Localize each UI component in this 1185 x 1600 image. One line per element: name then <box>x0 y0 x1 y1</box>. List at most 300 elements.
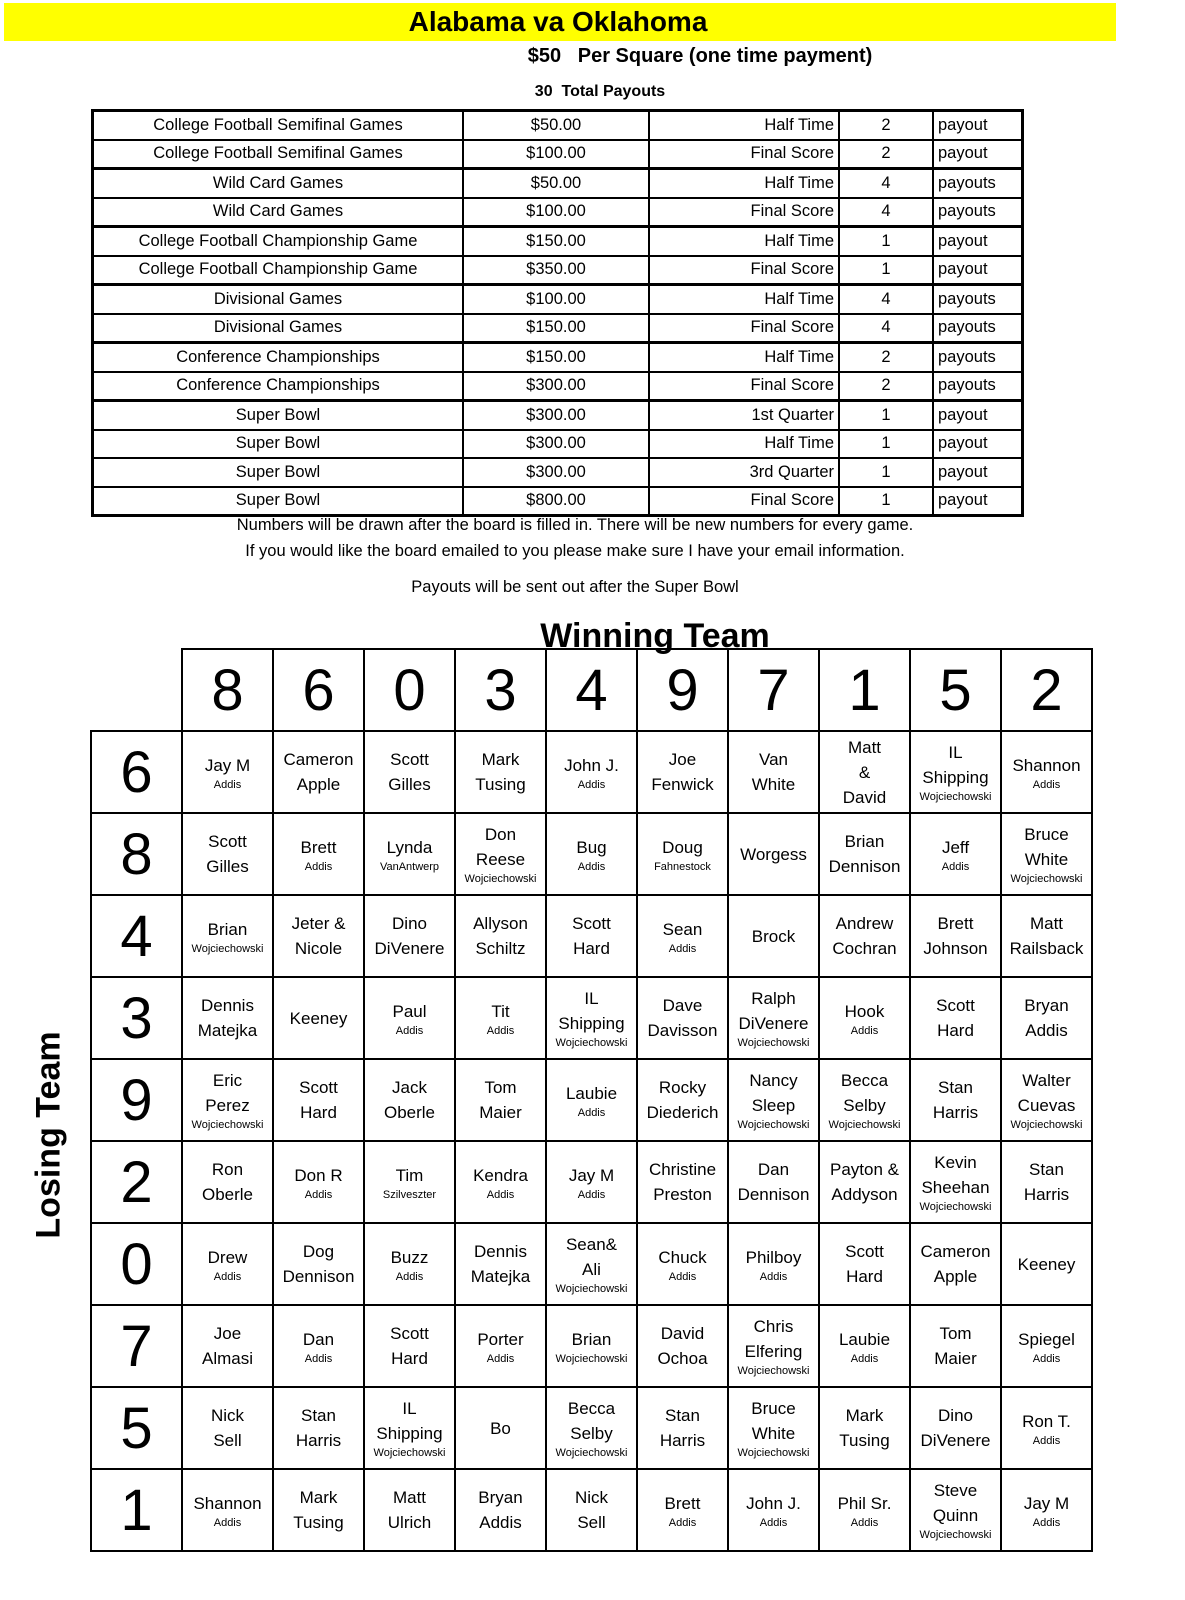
square <box>1001 731 1092 813</box>
square <box>728 1387 819 1469</box>
square-subtext: Addis <box>395 1024 424 1037</box>
square <box>182 895 273 977</box>
square-name: White <box>751 775 796 794</box>
square-name: Fenwick <box>651 775 714 794</box>
square-name: Diederich <box>646 1103 719 1122</box>
payout-word: payouts <box>933 372 1023 401</box>
payout-amount: $100.00 <box>463 140 649 169</box>
square <box>728 813 819 895</box>
square-name: Shannon <box>1012 755 1081 775</box>
payout-table <box>91 109 1024 517</box>
square-name: Scott <box>390 1324 429 1343</box>
payout-game: Super Bowl <box>93 430 464 459</box>
square-name: Jay M <box>1023 1493 1070 1513</box>
square-name: Dino <box>392 914 427 933</box>
square-name: Paul <box>392 1001 427 1021</box>
square <box>1001 1469 1092 1551</box>
square <box>273 895 364 977</box>
square-name: DiVenere <box>738 1014 809 1033</box>
square-name: Addis <box>1025 1021 1068 1040</box>
square-subtext: Addis <box>941 860 970 873</box>
board-row <box>91 1305 1092 1387</box>
square-name: Kevin <box>934 1153 977 1172</box>
square-name: Kendra <box>473 1165 528 1185</box>
square <box>819 1059 910 1141</box>
square <box>364 1223 455 1305</box>
square-name: Gilles <box>388 775 431 794</box>
square-name: Rocky <box>658 1078 707 1097</box>
payout-game: College Football Semifinal Games <box>93 111 464 140</box>
payout-row <box>93 430 1023 459</box>
payout-row <box>93 458 1023 487</box>
square-name: David <box>842 787 887 807</box>
payout-word: payout <box>933 256 1023 285</box>
square-name: Maier <box>479 1103 522 1122</box>
payout-game: Super Bowl <box>93 487 464 516</box>
square-name: Schiltz <box>475 939 526 958</box>
square-name: Doug <box>662 837 703 857</box>
square-name: Oberle <box>383 1103 436 1122</box>
square-name: Lynda <box>386 837 433 857</box>
square-subtext: Addis <box>850 1516 879 1529</box>
payout-word: payout <box>933 227 1023 256</box>
payout-count: 4 <box>839 314 933 343</box>
squares-board <box>90 648 1093 1552</box>
payout-row <box>93 111 1023 140</box>
square <box>182 977 273 1059</box>
square-name: & <box>858 762 871 782</box>
square-name: Drew <box>207 1247 248 1267</box>
square-name: Addis <box>479 1513 522 1532</box>
square-name: Jay M <box>204 755 251 775</box>
square-name: Gilles <box>206 857 249 876</box>
square-name: Apple <box>933 1267 978 1286</box>
square-name: IL <box>948 743 963 762</box>
square-name: Ralph <box>751 989 796 1008</box>
square-subtext: Addis <box>850 1024 879 1037</box>
winning-number: 4 <box>546 649 637 731</box>
square <box>273 1305 364 1387</box>
square-name: Stan <box>1029 1160 1064 1179</box>
square-name: Scott <box>572 914 611 933</box>
board-row <box>91 1059 1092 1141</box>
square-name: Mark <box>481 750 520 769</box>
square-subtext: Wojciechowski <box>373 1447 446 1459</box>
square <box>1001 1305 1092 1387</box>
square-name: Brett <box>664 1493 701 1513</box>
square <box>910 1305 1001 1387</box>
square-name: Worgess <box>740 844 807 864</box>
payout-row <box>93 314 1023 343</box>
payout-count: 1 <box>839 458 933 487</box>
square <box>546 813 637 895</box>
payout-period: Final Score <box>649 256 839 285</box>
square-name: Andrew <box>835 914 894 933</box>
square <box>1001 895 1092 977</box>
square <box>273 977 364 1059</box>
square <box>819 1469 910 1551</box>
losing-number: 8 <box>91 813 182 895</box>
board-row <box>91 1387 1092 1469</box>
square-name: Bryan <box>1024 996 1069 1015</box>
square-name: Preston <box>653 1185 712 1204</box>
square-name: Stan <box>665 1406 700 1425</box>
square <box>455 1387 546 1469</box>
square-subtext: Addis <box>668 942 697 955</box>
square <box>455 1469 546 1551</box>
square <box>819 895 910 977</box>
square-name: Dennis <box>474 1242 527 1261</box>
square-subtext: Wojciechowski <box>555 1447 628 1459</box>
payout-amount: $100.00 <box>463 198 649 227</box>
square <box>819 731 910 813</box>
square-subtext: Wojciechowski <box>555 1352 628 1365</box>
payout-game: Conference Championships <box>93 372 464 401</box>
square-name: Johnson <box>923 939 988 958</box>
square <box>637 1387 728 1469</box>
square-name: Van <box>759 750 788 769</box>
payout-game: Super Bowl <box>93 401 464 430</box>
square-subtext: Addis <box>1032 778 1061 791</box>
square-subtext: Addis <box>577 1106 606 1119</box>
payout-count: 2 <box>839 343 933 372</box>
payout-count: 2 <box>839 140 933 169</box>
winning-number: 3 <box>455 649 546 731</box>
square-name: Brett <box>300 837 337 857</box>
square-subtext: Addis <box>668 1270 697 1283</box>
board-row <box>91 977 1092 1059</box>
square-name: Jay M <box>568 1165 615 1185</box>
square <box>1001 813 1092 895</box>
square-name: Sheehan <box>921 1178 990 1197</box>
square <box>364 731 455 813</box>
square-name: Scott <box>208 832 247 851</box>
square <box>910 895 1001 977</box>
square <box>819 1387 910 1469</box>
square <box>273 1387 364 1469</box>
square <box>819 1305 910 1387</box>
square <box>910 1469 1001 1551</box>
square-subtext: Addis <box>486 1024 515 1037</box>
square <box>910 1223 1001 1305</box>
payout-period: Final Score <box>649 198 839 227</box>
payout-game: College Football Championship Game <box>93 227 464 256</box>
square-name: Bo <box>490 1418 511 1438</box>
square <box>728 731 819 813</box>
square-subtext: Addis <box>1032 1352 1061 1365</box>
square-name: Dennison <box>828 857 901 876</box>
square-subtext: Addis <box>395 1270 424 1283</box>
square <box>273 1059 364 1141</box>
winning-number: 8 <box>182 649 273 731</box>
square-name: Sean& <box>565 1235 618 1254</box>
square-subtext: Wojciechowski <box>555 1037 628 1049</box>
square-name: IL <box>402 1399 417 1418</box>
payout-period: Final Score <box>649 140 839 169</box>
board-row <box>91 813 1092 895</box>
payout-period: Half Time <box>649 285 839 314</box>
payout-amount: $150.00 <box>463 314 649 343</box>
square <box>546 1387 637 1469</box>
square-name: Addyson <box>831 1185 898 1204</box>
square <box>1001 1387 1092 1469</box>
losing-number: 6 <box>91 731 182 813</box>
square-name: Scott <box>936 996 975 1015</box>
square-name: Brock <box>751 926 796 946</box>
square-name: Becca <box>840 1071 889 1090</box>
square <box>728 1059 819 1141</box>
square-name: Porter <box>477 1329 524 1349</box>
payout-row <box>93 140 1023 169</box>
square <box>546 895 637 977</box>
payout-word: payouts <box>933 343 1023 372</box>
payout-game: Conference Championships <box>93 343 464 372</box>
square <box>910 1387 1001 1469</box>
square-name: Ochoa <box>657 1349 708 1368</box>
square-name: Keeney <box>289 1008 348 1028</box>
square-name: Bruce <box>751 1399 796 1418</box>
square <box>182 1223 273 1305</box>
square-subtext: Addis <box>759 1270 788 1283</box>
square-name: Nick <box>210 1406 245 1425</box>
square <box>910 977 1001 1059</box>
square-name: Nancy <box>749 1071 798 1090</box>
square-name: Dog <box>302 1242 335 1261</box>
payout-count: 4 <box>839 285 933 314</box>
square-name: DiVenere <box>920 1431 991 1450</box>
square-name: Brett <box>937 914 974 933</box>
square-name: Matejka <box>197 1021 258 1040</box>
payout-row <box>93 227 1023 256</box>
square <box>637 1059 728 1141</box>
payout-word: payout <box>933 140 1023 169</box>
square-name: Selby <box>570 1424 613 1443</box>
square <box>455 731 546 813</box>
board-row <box>91 1469 1092 1551</box>
payout-amount: $800.00 <box>463 487 649 516</box>
square-subtext: Wojciechowski <box>555 1283 628 1295</box>
note-numbers-drawn: Numbers will be drawn after the board is filled in. There will be new numbers for every game. <box>236 516 914 534</box>
payout-word: payouts <box>933 198 1023 227</box>
losing-number: 9 <box>91 1059 182 1141</box>
payout-row <box>93 169 1023 198</box>
square-name: Ulrich <box>387 1513 432 1532</box>
payout-game: Divisional Games <box>93 285 464 314</box>
square <box>728 895 819 977</box>
square <box>728 1305 819 1387</box>
square <box>819 1223 910 1305</box>
square-name: Apple <box>296 775 341 794</box>
square <box>455 1141 546 1223</box>
square <box>546 1223 637 1305</box>
square-name: White <box>751 1424 796 1443</box>
square-name: Philboy <box>745 1247 802 1267</box>
square-subtext: Addis <box>213 778 242 791</box>
square <box>546 1305 637 1387</box>
square-name: White <box>1024 850 1069 869</box>
winning-team-label: Winning Team <box>540 617 770 655</box>
square-name: Laubie <box>565 1083 618 1103</box>
square-name: Don R <box>294 1165 343 1185</box>
square <box>1001 1059 1092 1141</box>
board-row <box>91 731 1092 813</box>
square-name: Quinn <box>932 1506 979 1525</box>
payout-period: 1st Quarter <box>649 401 839 430</box>
payout-game: College Football Championship Game <box>93 256 464 285</box>
square <box>182 1469 273 1551</box>
total-payouts: 30 Total Payouts <box>534 83 666 100</box>
payout-row <box>93 401 1023 430</box>
winning-number: 5 <box>910 649 1001 731</box>
square-name: Sean <box>662 919 703 939</box>
square-name: Sell <box>577 1513 606 1532</box>
losing-number: 3 <box>91 977 182 1059</box>
square <box>1001 1141 1092 1223</box>
square-name: Davisson <box>647 1021 718 1040</box>
square-subtext: Addis <box>304 860 333 873</box>
square-subtext: Addis <box>213 1516 242 1529</box>
square <box>364 1469 455 1551</box>
square-name: Shipping <box>376 1424 443 1443</box>
square-name: Hook <box>844 1001 885 1021</box>
square-name: Almasi <box>201 1349 253 1368</box>
square-name: Christine <box>648 1160 717 1179</box>
square <box>455 1059 546 1141</box>
square <box>182 813 273 895</box>
square-name: Payton & <box>830 1160 899 1179</box>
square-name: Mark <box>845 1406 884 1425</box>
payout-count: 1 <box>839 487 933 516</box>
payout-count: 1 <box>839 227 933 256</box>
square-subtext: Wojciechowski <box>919 791 992 803</box>
square-name: Matt <box>847 737 882 757</box>
square <box>819 813 910 895</box>
payout-word: payout <box>933 430 1023 459</box>
square-name: Selby <box>843 1096 886 1115</box>
square-subtext: Szilveszter <box>382 1188 437 1201</box>
square-name: Railsback <box>1009 939 1084 958</box>
square <box>273 731 364 813</box>
square-subtext: Addis <box>304 1188 333 1201</box>
square-name: Hard <box>300 1103 337 1122</box>
square-name: Ali <box>582 1260 601 1279</box>
square-name: Cameron <box>920 1242 991 1261</box>
square <box>273 1223 364 1305</box>
square-name: Cuevas <box>1017 1096 1076 1115</box>
payout-word: payout <box>933 111 1023 140</box>
square-name: Joe <box>668 750 697 769</box>
square-name: Scott <box>845 1242 884 1261</box>
square-name: Dave <box>662 996 703 1015</box>
square-subtext: Addis <box>577 1188 606 1201</box>
payout-period: 3rd Quarter <box>649 458 839 487</box>
square-name: Shipping <box>922 768 989 787</box>
square-name: Sleep <box>751 1096 796 1115</box>
payout-period: Final Score <box>649 372 839 401</box>
square-name: Tim <box>395 1165 424 1185</box>
square-subtext: Addis <box>1032 1434 1061 1447</box>
square-name: Scott <box>390 750 429 769</box>
payout-count: 1 <box>839 401 933 430</box>
square-subtext: Addis <box>577 778 606 791</box>
square-subtext: Wojciechowski <box>737 1447 810 1459</box>
payout-period: Final Score <box>649 314 839 343</box>
square-name: Shannon <box>193 1493 262 1513</box>
square-name: Perez <box>205 1096 250 1115</box>
square <box>364 1387 455 1469</box>
square-name: Cochran <box>832 939 897 958</box>
square <box>637 1305 728 1387</box>
payout-game: Wild Card Games <box>93 198 464 227</box>
payout-count: 4 <box>839 198 933 227</box>
square <box>273 1469 364 1551</box>
square <box>1001 1223 1092 1305</box>
square-name: Jeff <box>941 837 970 857</box>
winning-number: 6 <box>273 649 364 731</box>
board-row <box>91 895 1092 977</box>
board-row <box>91 1223 1092 1305</box>
square-name: Tusing <box>293 1513 344 1532</box>
square-name: Hard <box>391 1349 428 1368</box>
square <box>364 1141 455 1223</box>
square-subtext: Addis <box>213 1270 242 1283</box>
square-name: Cameron <box>283 750 354 769</box>
payout-period: Final Score <box>649 487 839 516</box>
payout-amount: $150.00 <box>463 343 649 372</box>
square-name: Ron T. <box>1022 1411 1071 1431</box>
square-name: Hard <box>573 939 610 958</box>
square-subtext: Addis <box>1032 1516 1061 1529</box>
square-name: Don <box>484 825 517 844</box>
square-name: Sell <box>213 1431 242 1450</box>
square-name: Bug <box>576 837 607 857</box>
square-name: Dennison <box>282 1267 355 1286</box>
square-subtext: Fahnestock <box>654 860 711 873</box>
square <box>819 1141 910 1223</box>
page-title: Alabama va Oklahoma <box>408 6 708 37</box>
winning-number: 1 <box>819 649 910 731</box>
square-name: Dino <box>938 1406 973 1425</box>
payout-word: payout <box>933 458 1023 487</box>
square-name: Dan <box>302 1329 335 1349</box>
square-name: Tusing <box>839 1431 890 1450</box>
price-per-square: $50 Per Square (one time payment) <box>527 45 873 67</box>
square-name: John J. <box>564 755 619 775</box>
square-name: Laubie <box>838 1329 891 1349</box>
payout-amount: $350.00 <box>463 256 649 285</box>
square-subtext: Wojciechowski <box>191 1119 264 1131</box>
payout-row <box>93 285 1023 314</box>
payout-row <box>93 198 1023 227</box>
board-row <box>91 1141 1092 1223</box>
square <box>637 977 728 1059</box>
square-name: Keeney <box>1017 1254 1076 1274</box>
square-name: Bruce <box>1024 825 1069 844</box>
square <box>364 1059 455 1141</box>
payout-period: Half Time <box>649 227 839 256</box>
square-name: Dennison <box>737 1185 810 1204</box>
payout-period: Half Time <box>649 111 839 140</box>
payout-row <box>93 343 1023 372</box>
square-subtext: Wojciechowski <box>1010 1119 1083 1131</box>
losing-number: 2 <box>91 1141 182 1223</box>
square-subtext: Addis <box>759 1516 788 1529</box>
winning-number: 2 <box>1001 649 1092 731</box>
square <box>546 1141 637 1223</box>
winning-number: 0 <box>364 649 455 731</box>
square-name: Ron <box>211 1160 244 1179</box>
square <box>182 731 273 813</box>
